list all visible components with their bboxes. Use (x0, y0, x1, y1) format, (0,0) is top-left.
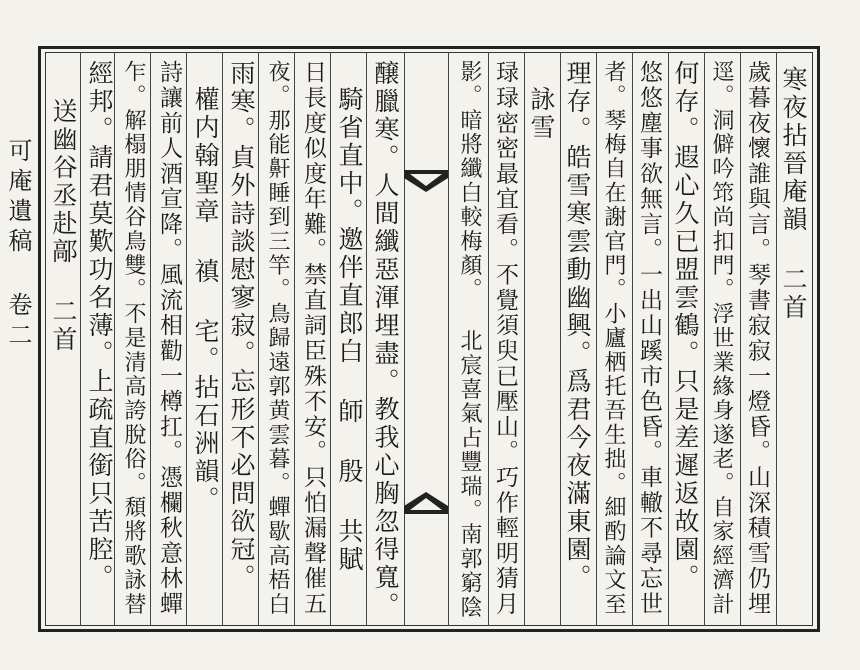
column-rule (258, 52, 259, 626)
center-fold-rule (404, 52, 405, 626)
column-rule (366, 52, 367, 626)
column-rule (150, 52, 151, 626)
text-column: 理存。皓雪寒雲動幽興。爲君今夜滿東園。 (563, 60, 592, 592)
text-column: 雨寒。貞外詩談慰寥寂。忘形不必問欲冠。 (227, 60, 256, 592)
poem-title: 權内翰聖章 禛 宅。拈石洲韻。 (191, 86, 220, 514)
column-rule (80, 52, 81, 626)
poem-title: 送幽谷丞赴鄗 二首 (49, 98, 78, 354)
text-column: 琭琭密密最宜看。不覺須臾已壓山。巧作輕明猜月 (492, 60, 518, 617)
column-rule (294, 52, 295, 626)
poem-title: 寒夜拈晉庵韻 二首 (779, 66, 808, 322)
text-column: 何存。遐心久已盟雲鶴。只是差遲返故園。 (671, 60, 700, 592)
column-rule (330, 52, 331, 626)
poem-title: 騎省直中。邀伴直郎白 師 殷 共賦 (335, 86, 364, 574)
poem-title: 詠雪 (527, 86, 556, 142)
text-column: 夜。那能鼾睡到三竿。鳥歸遠郭黄雲暮。蟬歇高梧白 (265, 60, 290, 617)
text-column: 詩讓前人酒宣降。風流相勸一樽扛。憑欄秋意林蟬 (156, 60, 182, 617)
text-column: 悠悠塵事欲無言。一出山蹊市色昏。車轍不尋忘世 (636, 60, 662, 617)
column-rule (222, 52, 223, 626)
text-column: 歲暮夜懷誰與言。琴書寂寂一燈昏。山深積雪仍埋 (744, 60, 770, 617)
column-rule (186, 52, 187, 626)
text-column: 者。琴梅自在謝官門。小廬栖托吾生拙。細酌論文至 (601, 60, 626, 617)
margin-title: 可庵遺稿 卷二 (4, 138, 32, 352)
text-column: 日長度似度年難。禁直詞臣殊不安。只怕漏聲催五 (300, 60, 326, 617)
text-column: 逕。洞僻吟筇尚扣門。浮世業緣身遂老。自家經濟計 (709, 60, 734, 617)
text-column: 醸臘寒。人間纖惡渾埋盡。教我心胸忽得寬。 (371, 60, 400, 620)
text-column: 經邦。請君莫歎功名薄。上疏直銜只苦腔。 (85, 60, 114, 592)
text-column: 影。暗將纖白較梅顏。 北宸喜氣占豐瑞。南郭窮陰 (457, 60, 482, 620)
center-fold-rule (448, 52, 449, 626)
text-column: 乍。解榻朋情谷鳥雙。不是清高誇脫俗。頹將歌詠替 (121, 60, 146, 617)
